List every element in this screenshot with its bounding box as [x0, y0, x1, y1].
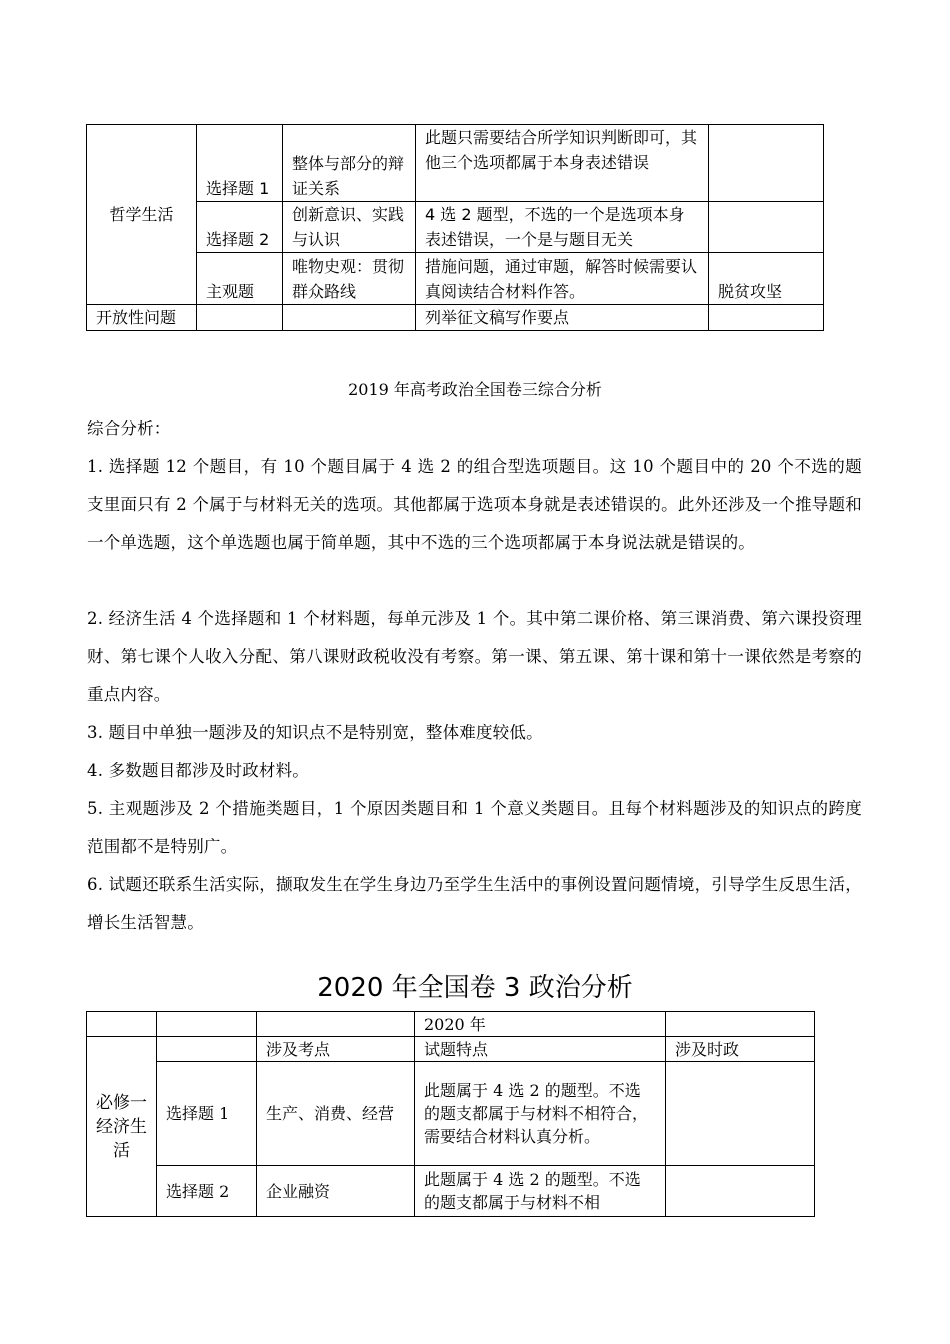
column-header-knowledge: 涉及考点 — [257, 1037, 415, 1062]
question-feature-cell: 4 选 2 题型，不选的一个是选项本身表述错误，一个是与题目无关 — [416, 202, 709, 253]
knowledge-point-cell — [283, 305, 416, 331]
current-politics-cell — [666, 1166, 815, 1217]
question-feature-cell: 此题属于 4 选 2 的题型。不选的题支都属于与材料不相 — [415, 1166, 666, 1217]
question-type-cell: 主观题 — [197, 253, 283, 305]
analysis-point-5: 5. 主观题涉及 2 个措施类题目，1 个原因类题目和 1 个意义类题目。且每个材料题涉及的知识点的跨度范围都不是特别广。 — [87, 799, 862, 856]
philosophy-analysis-table — [86, 124, 824, 331]
knowledge-point-cell: 创新意识、实践与认识 — [283, 202, 416, 253]
question-type-cell — [197, 305, 283, 331]
question-type-cell: 选择题 1 — [157, 1062, 257, 1166]
analysis-2019-title: 2019 年高考政治全国卷三综合分析 — [348, 380, 602, 399]
analysis-intro: 综合分析： — [87, 419, 171, 438]
current-politics-cell — [709, 202, 824, 253]
question-feature-cell: 此题属于 4 选 2 的题型。不选的题支都属于与材料不相符合，需要结合材料认真分析。 — [415, 1062, 666, 1166]
year-header: 2020 年 — [415, 1012, 666, 1037]
analysis-point-2: 2. 经济生活 4 个选择题和 1 个材料题，每单元涉及 1 个。其中第二课价格、第三课消费、第六课投资理财、第七课个人收入分配、第八课财政税收没有考察。第一课、第五课、第十课和第十一课依然是考察的重点内容。 — [87, 609, 862, 704]
column-header-politics: 涉及时政 — [666, 1037, 815, 1062]
knowledge-point-cell: 企业融资 — [257, 1166, 415, 1217]
question-feature-cell: 措施问题，通过审题，解答时候需要认真阅读结合材料作答。 — [416, 253, 709, 305]
current-politics-cell — [709, 125, 824, 202]
open-question-label: 开放性问题 — [87, 305, 197, 331]
question-feature-cell: 此题只需要结合所学知识判断即可，其他三个选项都属于本身表述错误 — [416, 125, 709, 202]
analysis-point-4: 4. 多数题目都涉及时政材料。 — [87, 761, 309, 780]
current-politics-cell — [666, 1062, 815, 1166]
current-politics-cell — [709, 305, 824, 331]
analysis-2020-table — [86, 1011, 815, 1217]
question-type-cell: 选择题 2 — [197, 202, 283, 253]
question-type-cell: 选择题 2 — [157, 1166, 257, 1217]
analysis-point-6: 6. 试题还联系生活实际，撷取发生在学生身边乃至学生生活中的事例设置问题情境，引导学生反思生活，增长生活智慧。 — [87, 875, 862, 932]
column-header-features: 试题特点 — [415, 1037, 666, 1062]
analysis-2020-title: 2020 年全国卷 3 政治分析 — [317, 973, 633, 1003]
knowledge-point-cell: 唯物史观：贯彻群众路线 — [283, 253, 416, 305]
analysis-point-1: 1. 选择题 12 个题目，有 10 个题目属于 4 选 2 的组合型选项题目。这 10 个题目中的 20 个不选的题支里面只有 2 个属于与材料无关的选项。其他都属于选项本身就是表述错误的。此外还涉及一个推导题和一个单选题，这个单选题也属于简单题，其中不选的三个选项都属于本身说法就是错误的。 — [87, 457, 862, 552]
section-label-philosophy: 哲学生活 — [87, 125, 197, 305]
analysis-point-3: 3. 题目中单独一题涉及的知识点不是特别宽，整体难度较低。 — [87, 723, 543, 742]
knowledge-point-cell: 生产、消费、经营 — [257, 1062, 415, 1166]
knowledge-point-cell: 整体与部分的辩证关系 — [283, 125, 416, 202]
question-feature-cell: 列举征文稿写作要点 — [416, 305, 709, 331]
section-label-economics: 必修一经济生活 — [87, 1037, 157, 1217]
question-type-cell: 选择题 1 — [197, 125, 283, 202]
current-politics-cell: 脱贫攻坚 — [709, 253, 824, 305]
